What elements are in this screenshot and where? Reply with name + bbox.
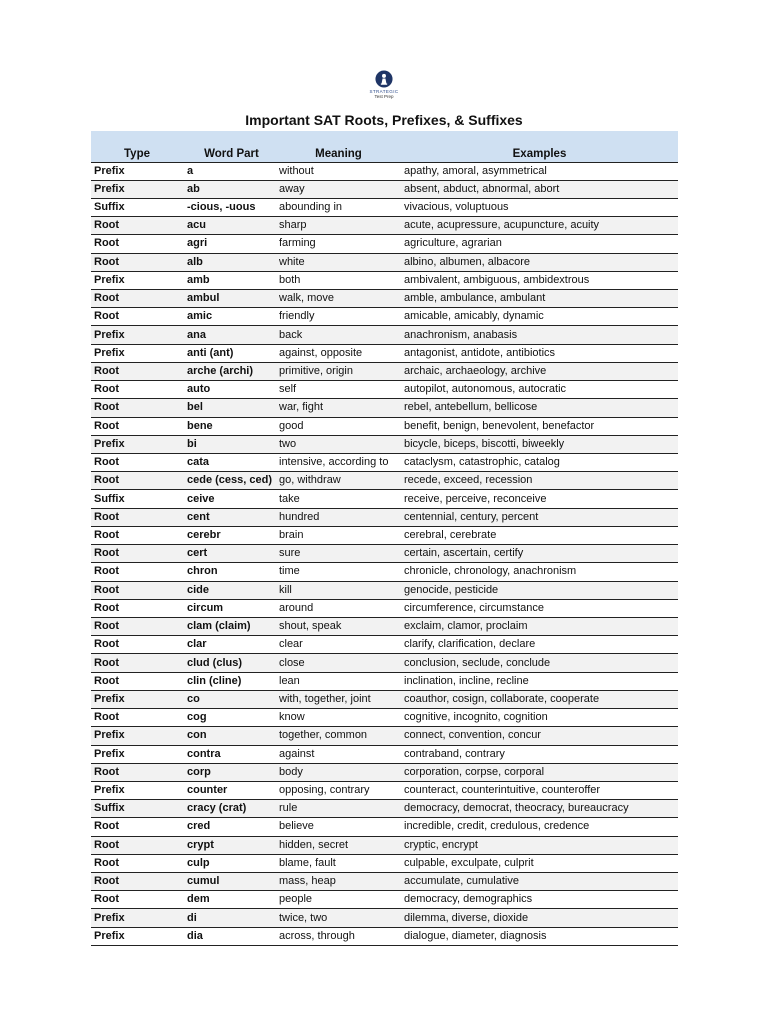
- cell-type: Root: [91, 381, 183, 399]
- cell-meaning: body: [276, 763, 401, 781]
- table-row: [91, 745, 678, 763]
- cell-type: Root: [91, 253, 183, 271]
- table-row: [91, 290, 678, 308]
- cell-type: Suffix: [91, 490, 183, 508]
- cell-type: Root: [91, 545, 183, 563]
- cell-type: Prefix: [91, 727, 183, 745]
- cell-type: Root: [91, 854, 183, 872]
- cell-meaning: take: [276, 490, 401, 508]
- cell-examples: corporation, corpse, corporal: [401, 763, 678, 781]
- cell-meaning: blame, fault: [276, 854, 401, 872]
- cell-meaning: around: [276, 599, 401, 617]
- table-row: [91, 381, 678, 399]
- cell-word-part: dem: [183, 891, 276, 909]
- cell-meaning: both: [276, 271, 401, 289]
- cell-type: Root: [91, 763, 183, 781]
- cell-word-part: agri: [183, 235, 276, 253]
- cell-meaning: with, together, joint: [276, 690, 401, 708]
- cell-examples: bicycle, biceps, biscotti, biweekly: [401, 435, 678, 453]
- cell-type: Suffix: [91, 198, 183, 216]
- table-row: [91, 253, 678, 271]
- cell-examples: clarify, clarification, declare: [401, 636, 678, 654]
- cell-word-part: clam (claim): [183, 617, 276, 635]
- table-row: [91, 198, 678, 216]
- cell-word-part: culp: [183, 854, 276, 872]
- table-row: [91, 472, 678, 490]
- cell-word-part: dia: [183, 927, 276, 945]
- cell-type: Root: [91, 454, 183, 472]
- cell-type: Root: [91, 836, 183, 854]
- cell-meaning: sharp: [276, 217, 401, 235]
- cell-word-part: auto: [183, 381, 276, 399]
- table-row: [91, 235, 678, 253]
- cell-type: Root: [91, 599, 183, 617]
- table-row: [91, 399, 678, 417]
- cell-examples: centennial, century, percent: [401, 508, 678, 526]
- cell-meaning: farming: [276, 235, 401, 253]
- cell-meaning: against: [276, 745, 401, 763]
- cell-examples: exclaim, clamor, proclaim: [401, 617, 678, 635]
- cell-type: Root: [91, 417, 183, 435]
- logo-text-line2: Test Prep: [374, 94, 394, 99]
- table-row: [91, 672, 678, 690]
- cell-examples: amicable, amicably, dynamic: [401, 308, 678, 326]
- table-row: [91, 617, 678, 635]
- header-examples: Examples: [401, 131, 678, 162]
- table-row: [91, 690, 678, 708]
- header-type: Type: [91, 131, 183, 162]
- table-row: [91, 362, 678, 380]
- cell-type: Root: [91, 362, 183, 380]
- table-row: [91, 545, 678, 563]
- table-row: [91, 927, 678, 945]
- cell-word-part: anti (ant): [183, 344, 276, 362]
- cell-type: Root: [91, 654, 183, 672]
- cell-meaning: away: [276, 180, 401, 198]
- cell-examples: anachronism, anabasis: [401, 326, 678, 344]
- cell-meaning: intensive, according to: [276, 454, 401, 472]
- table-row: [91, 490, 678, 508]
- cell-meaning: two: [276, 435, 401, 453]
- cell-meaning: lean: [276, 672, 401, 690]
- cell-meaning: clear: [276, 636, 401, 654]
- table-row: [91, 781, 678, 799]
- cell-type: Suffix: [91, 800, 183, 818]
- cell-examples: apathy, amoral, asymmetrical: [401, 162, 678, 180]
- cell-examples: cerebral, cerebrate: [401, 526, 678, 544]
- cell-examples: accumulate, cumulative: [401, 873, 678, 891]
- cell-word-part: ceive: [183, 490, 276, 508]
- table-row: [91, 599, 678, 617]
- cell-type: Prefix: [91, 781, 183, 799]
- cell-examples: inclination, incline, recline: [401, 672, 678, 690]
- cell-word-part: amic: [183, 308, 276, 326]
- table-row: [91, 508, 678, 526]
- cell-word-part: cerebr: [183, 526, 276, 544]
- cell-word-part: contra: [183, 745, 276, 763]
- cell-word-part: ab: [183, 180, 276, 198]
- word-parts-table: [91, 131, 678, 946]
- cell-word-part: circum: [183, 599, 276, 617]
- cell-examples: incredible, credit, credulous, credence: [401, 818, 678, 836]
- company-logo: [364, 70, 404, 106]
- cell-examples: circumference, circumstance: [401, 599, 678, 617]
- table-row: [91, 180, 678, 198]
- cell-word-part: clud (clus): [183, 654, 276, 672]
- cell-examples: benefit, benign, benevolent, benefactor: [401, 417, 678, 435]
- cell-type: Prefix: [91, 180, 183, 198]
- cell-word-part: a: [183, 162, 276, 180]
- cell-type: Root: [91, 709, 183, 727]
- cell-meaning: abounding in: [276, 198, 401, 216]
- cell-meaning: sure: [276, 545, 401, 563]
- cell-examples: albino, albumen, albacore: [401, 253, 678, 271]
- cell-meaning: walk, move: [276, 290, 401, 308]
- cell-examples: cognitive, incognito, cognition: [401, 709, 678, 727]
- cell-type: Prefix: [91, 162, 183, 180]
- cell-meaning: kill: [276, 581, 401, 599]
- cell-examples: contraband, contrary: [401, 745, 678, 763]
- cell-examples: genocide, pesticide: [401, 581, 678, 599]
- cell-examples: coauthor, cosign, collaborate, cooperate: [401, 690, 678, 708]
- cell-examples: receive, perceive, reconceive: [401, 490, 678, 508]
- cell-type: Root: [91, 873, 183, 891]
- cell-word-part: cede (cess, ced): [183, 472, 276, 490]
- cell-word-part: chron: [183, 563, 276, 581]
- cell-meaning: close: [276, 654, 401, 672]
- cell-word-part: cent: [183, 508, 276, 526]
- cell-word-part: acu: [183, 217, 276, 235]
- cell-meaning: shout, speak: [276, 617, 401, 635]
- cell-meaning: across, through: [276, 927, 401, 945]
- cell-type: Prefix: [91, 435, 183, 453]
- chess-piece-icon: [375, 70, 393, 88]
- table-row: [91, 526, 678, 544]
- cell-type: Prefix: [91, 326, 183, 344]
- cell-word-part: cumul: [183, 873, 276, 891]
- cell-meaning: know: [276, 709, 401, 727]
- table-row: [91, 836, 678, 854]
- cell-examples: counteract, counterintuitive, counteroffer: [401, 781, 678, 799]
- table-row: [91, 454, 678, 472]
- cell-meaning: white: [276, 253, 401, 271]
- cell-type: Root: [91, 636, 183, 654]
- cell-examples: acute, acupressure, acupuncture, acuity: [401, 217, 678, 235]
- cell-meaning: twice, two: [276, 909, 401, 927]
- table-row: [91, 909, 678, 927]
- cell-word-part: clin (cline): [183, 672, 276, 690]
- cell-word-part: alb: [183, 253, 276, 271]
- cell-word-part: bi: [183, 435, 276, 453]
- cell-word-part: clar: [183, 636, 276, 654]
- table-row: [91, 344, 678, 362]
- cell-meaning: against, opposite: [276, 344, 401, 362]
- cell-word-part: cata: [183, 454, 276, 472]
- cell-examples: democracy, demographics: [401, 891, 678, 909]
- cell-word-part: co: [183, 690, 276, 708]
- cell-type: Root: [91, 217, 183, 235]
- cell-type: Prefix: [91, 690, 183, 708]
- table-row: [91, 417, 678, 435]
- cell-meaning: believe: [276, 818, 401, 836]
- cell-examples: recede, exceed, recession: [401, 472, 678, 490]
- cell-type: Root: [91, 891, 183, 909]
- table-row: [91, 326, 678, 344]
- table-row: [91, 818, 678, 836]
- table-row: [91, 435, 678, 453]
- cell-word-part: amb: [183, 271, 276, 289]
- cell-type: Root: [91, 581, 183, 599]
- cell-type: Prefix: [91, 909, 183, 927]
- table-row: [91, 800, 678, 818]
- cell-word-part: -cious, -uous: [183, 198, 276, 216]
- cell-word-part: cert: [183, 545, 276, 563]
- cell-meaning: war, fight: [276, 399, 401, 417]
- cell-examples: cryptic, encrypt: [401, 836, 678, 854]
- cell-word-part: bel: [183, 399, 276, 417]
- cell-type: Root: [91, 818, 183, 836]
- cell-examples: autopilot, autonomous, autocratic: [401, 381, 678, 399]
- table-row: [91, 563, 678, 581]
- cell-meaning: mass, heap: [276, 873, 401, 891]
- cell-type: Prefix: [91, 745, 183, 763]
- table-row: [91, 709, 678, 727]
- table-row: [91, 581, 678, 599]
- cell-word-part: ana: [183, 326, 276, 344]
- cell-meaning: together, common: [276, 727, 401, 745]
- cell-type: Root: [91, 472, 183, 490]
- cell-word-part: ambul: [183, 290, 276, 308]
- cell-word-part: con: [183, 727, 276, 745]
- table-header-row: [91, 131, 678, 162]
- cell-meaning: self: [276, 381, 401, 399]
- cell-word-part: cred: [183, 818, 276, 836]
- cell-meaning: primitive, origin: [276, 362, 401, 380]
- cell-meaning: without: [276, 162, 401, 180]
- cell-examples: ambivalent, ambiguous, ambidextrous: [401, 271, 678, 289]
- table-row: [91, 654, 678, 672]
- cell-examples: amble, ambulance, ambulant: [401, 290, 678, 308]
- table-row: [91, 854, 678, 872]
- cell-word-part: bene: [183, 417, 276, 435]
- cell-type: Root: [91, 308, 183, 326]
- cell-type: Root: [91, 617, 183, 635]
- cell-examples: conclusion, seclude, conclude: [401, 654, 678, 672]
- cell-meaning: back: [276, 326, 401, 344]
- cell-examples: rebel, antebellum, bellicose: [401, 399, 678, 417]
- cell-examples: absent, abduct, abnormal, abort: [401, 180, 678, 198]
- cell-type: Root: [91, 526, 183, 544]
- cell-examples: dialogue, diameter, diagnosis: [401, 927, 678, 945]
- cell-word-part: crypt: [183, 836, 276, 854]
- cell-type: Root: [91, 672, 183, 690]
- cell-examples: agriculture, agrarian: [401, 235, 678, 253]
- cell-meaning: opposing, contrary: [276, 781, 401, 799]
- cell-examples: archaic, archaeology, archive: [401, 362, 678, 380]
- cell-meaning: brain: [276, 526, 401, 544]
- cell-word-part: cracy (crat): [183, 800, 276, 818]
- cell-type: Prefix: [91, 927, 183, 945]
- cell-word-part: di: [183, 909, 276, 927]
- cell-meaning: rule: [276, 800, 401, 818]
- table-row: [91, 162, 678, 180]
- cell-examples: vivacious, voluptuous: [401, 198, 678, 216]
- cell-word-part: cog: [183, 709, 276, 727]
- document-title: Important SAT Roots, Prefixes, & Suffixes: [245, 112, 523, 128]
- table-row: [91, 217, 678, 235]
- table-row: [91, 636, 678, 654]
- header-word-part: Word Part: [183, 131, 276, 162]
- table-row: [91, 727, 678, 745]
- cell-meaning: good: [276, 417, 401, 435]
- cell-type: Root: [91, 399, 183, 417]
- header-meaning: Meaning: [276, 131, 401, 162]
- cell-word-part: corp: [183, 763, 276, 781]
- cell-word-part: cide: [183, 581, 276, 599]
- cell-word-part: counter: [183, 781, 276, 799]
- cell-meaning: people: [276, 891, 401, 909]
- cell-type: Root: [91, 563, 183, 581]
- cell-examples: connect, convention, concur: [401, 727, 678, 745]
- cell-meaning: hundred: [276, 508, 401, 526]
- table-row: [91, 873, 678, 891]
- cell-type: Root: [91, 235, 183, 253]
- cell-examples: dilemma, diverse, dioxide: [401, 909, 678, 927]
- cell-examples: democracy, democrat, theocracy, bureaucracy: [401, 800, 678, 818]
- cell-examples: antagonist, antidote, antibiotics: [401, 344, 678, 362]
- logo-text-line1: STRATEGIC: [369, 89, 399, 94]
- table-row: [91, 763, 678, 781]
- table-row: [91, 308, 678, 326]
- cell-examples: cataclysm, catastrophic, catalog: [401, 454, 678, 472]
- cell-type: Prefix: [91, 271, 183, 289]
- cell-examples: chronicle, chronology, anachronism: [401, 563, 678, 581]
- cell-meaning: hidden, secret: [276, 836, 401, 854]
- cell-examples: certain, ascertain, certify: [401, 545, 678, 563]
- cell-meaning: friendly: [276, 308, 401, 326]
- table-row: [91, 271, 678, 289]
- cell-examples: culpable, exculpate, culprit: [401, 854, 678, 872]
- cell-meaning: time: [276, 563, 401, 581]
- cell-type: Root: [91, 290, 183, 308]
- cell-word-part: arche (archi): [183, 362, 276, 380]
- cell-type: Prefix: [91, 344, 183, 362]
- cell-type: Root: [91, 508, 183, 526]
- cell-meaning: go, withdraw: [276, 472, 401, 490]
- table-row: [91, 891, 678, 909]
